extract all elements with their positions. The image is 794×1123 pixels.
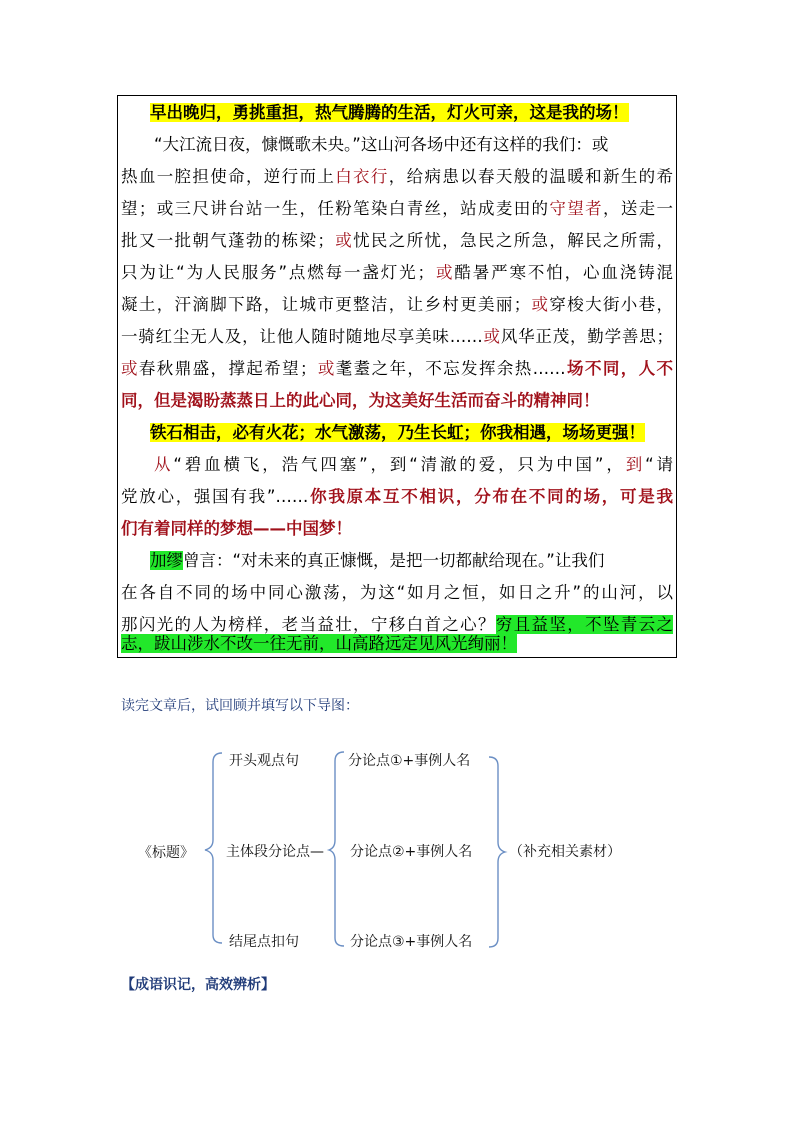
keyword-red: 或 (530, 295, 550, 314)
instruction-prompt: 读完文章后，试回顾并填写以下导图： (121, 698, 359, 714)
emphasis-red: 同，但是渴盼蒸蒸日上的此心同，为这美好生活而奋斗的精神同！ (121, 391, 600, 410)
passage-text: 批又一批朝气蓬勃的栋梁； (121, 231, 334, 250)
keyword-red: 到 (625, 455, 646, 474)
keyword-red: 守望者 (549, 199, 603, 218)
highlighted-name: 加缪 (150, 551, 183, 570)
passage-text: 只为让“为人民服务”点燃每一盏灯光； (121, 263, 435, 282)
passage-text: 曾言：“对未来的真正慷慨，是把一切都献给现在。”让我们 (183, 551, 605, 570)
keyword-red: 或 (482, 327, 501, 346)
headline-sentence-2: 铁石相击，必有火花；水气激荡，乃生长虹；你我相遇，场场更强！ (150, 423, 645, 442)
passage-text: 在各自不同的场中同心激荡，为这“如月之恒，如日之升”的山河，以 (121, 583, 673, 602)
keyword-red: 或 (316, 359, 336, 378)
passage-text: 耄耋之年，不忘发挥余热…… (335, 359, 566, 378)
passage-text: “大江流日夜，慷慨歌未央。”这山河各场中还有这样的我们：或 (154, 135, 609, 154)
headline-sentence-1: 早出晚归，勇挑重担，热气腾腾的生活，灯火可亲，这是我的场！ (150, 103, 629, 122)
mindmap-node-ending: 结尾点扣句 (229, 934, 299, 950)
section-heading: 【成语识记，高效辨析】 (121, 977, 275, 993)
bracket-1 (205, 753, 222, 943)
keyword-red: 或 (121, 359, 139, 378)
passage-text: 春秋鼎盛，撑起希望； (138, 359, 317, 378)
passage-text: ，给病患以春天般的温暖和新生的希 (388, 167, 674, 186)
passage-text: 热血一腔担使命，逆行而上 (121, 167, 336, 186)
emphasis-red: 们有着同样的梦想——中国梦！ (121, 519, 352, 538)
passage-text: ，送走一 (602, 199, 674, 218)
bracket-2 (329, 752, 344, 946)
passage-text: 望；或三尺讲台站一生，任粉笔染白青丝，站成麦田的 (121, 199, 550, 218)
passage-text: 风华正茂，勤学善思； (500, 327, 674, 346)
highlighted-sentence: 志，跋山涉水不改一往无前，山高路远定见风光绚丽！ (121, 634, 517, 653)
mindmap-node-subpoint-1: 分论点①+事例人名 (348, 753, 471, 769)
mindmap-node-subpoint-2: 分论点②+事例人名 (350, 844, 473, 860)
mindmap-node-subpoint-3: 分论点③+事例人名 (350, 934, 473, 950)
keyword-red: 或 (434, 263, 455, 282)
highlighted-sentence: 穷且益坚，不坠青云之 (495, 615, 674, 634)
mindmap-node-body: 主体段分论点— (226, 844, 324, 860)
passage-text: 穿梭大街小巷， (549, 295, 674, 314)
keyword-red: 白衣行 (335, 167, 389, 186)
passage-text: “碧血横飞，浩气四塞”，到“清澈的爱，只为中国”， (173, 455, 626, 474)
passage-text: 酷暑严寒不怕，心血浇铸混 (454, 263, 674, 282)
keyword-red: 或 (333, 231, 354, 250)
passage-text: 一骑红尘无人及，让他人随时随地尽享美味…… (121, 327, 483, 346)
passage-text: 忧民之所忧，急民之所急，解民之所需， (353, 231, 674, 250)
bracket-3 (489, 757, 505, 947)
keyword-red: 从 (154, 455, 174, 474)
mindmap-title: 《标题》 (138, 845, 194, 861)
passage-text: 那闪光的人为榜样，老当益壮，宁移白首之心？ (121, 615, 496, 634)
emphasis-red: 你我原本互不相识，分布在不同的场，可是我 (308, 487, 673, 506)
mindmap-node-material: （补充相关素材） (509, 844, 621, 860)
passage-text: “请 (645, 455, 674, 474)
passage-text: 党放心，强国有我”…… (121, 487, 309, 506)
emphasis-red: 场不同，人不 (565, 359, 674, 378)
mindmap-node-opening: 开头观点句 (229, 753, 299, 769)
passage-text: 凝土，汗滴脚下路，让城市更整洁，让乡村更美丽； (121, 295, 531, 314)
